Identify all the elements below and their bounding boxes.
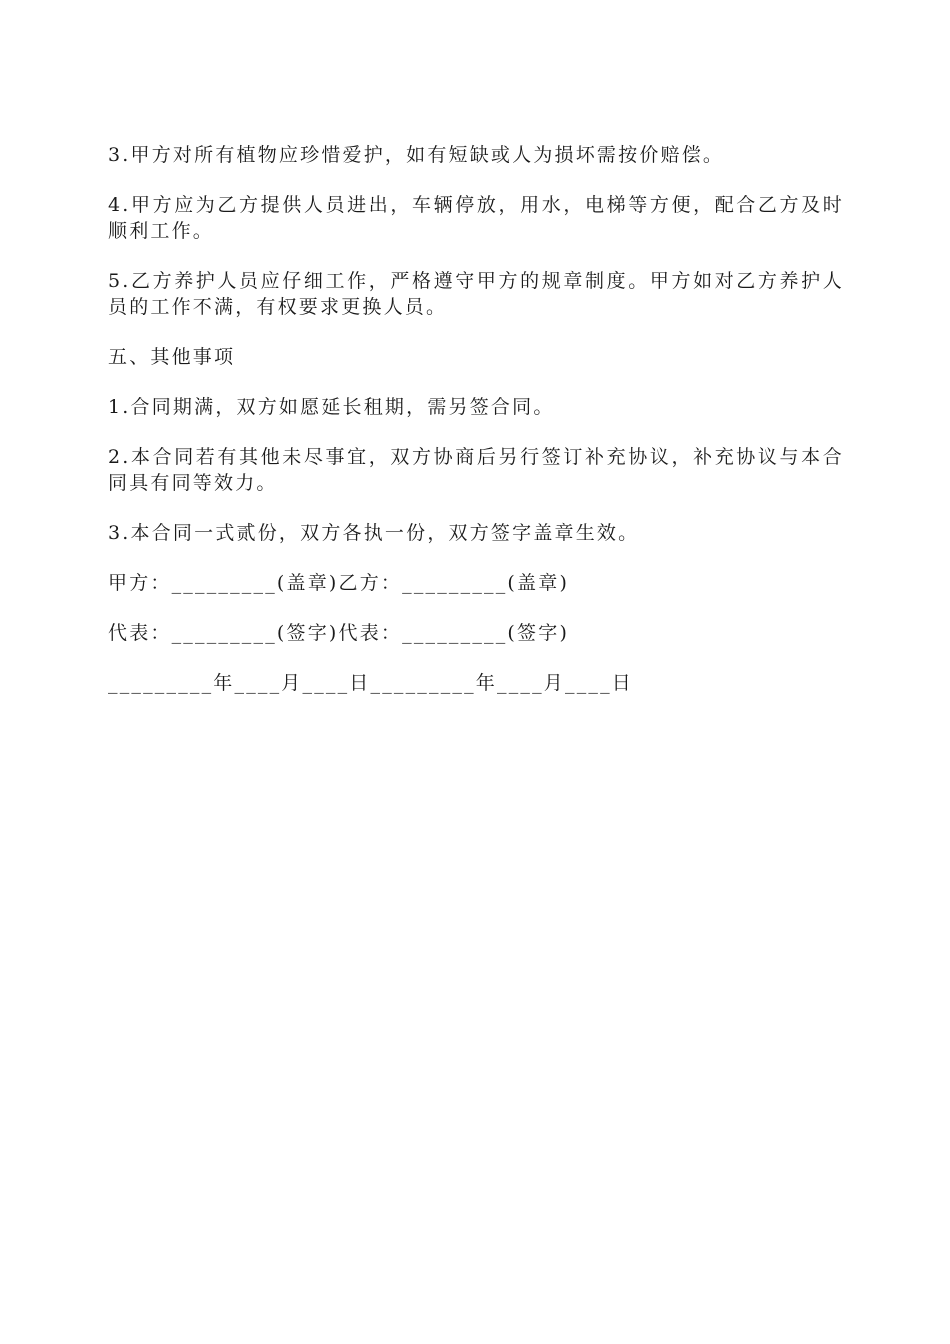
clause-4-4: 4.甲方应为乙方提供人员进出，车辆停放，用水，电梯等方便，配合乙方及时顺利工作。 <box>108 194 844 242</box>
representative-signature-line: 代表：_________(签字)代表：_________(签字) <box>108 622 570 644</box>
clause-4-5: 5.乙方养护人员应仔细工作，严格遵守甲方的规章制度。甲方如对乙方养护人员的工作不满，有权要求更换人员。 <box>108 270 844 318</box>
party-seal-line: 甲方：_________(盖章)乙方：_________(盖章) <box>108 572 570 594</box>
date-line: _________年____月____日_________年____月____日 <box>108 672 634 694</box>
clause-5-1: 1.合同期满，双方如愿延长租期，需另签合同。 <box>108 396 555 418</box>
document-body <box>108 142 844 720</box>
clause-5-2: 2.本合同若有其他未尽事宜，双方协商后另行签订补充协议，补充协议与本合同具有同等效力。 <box>108 446 844 494</box>
clause-4-3: 3.甲方对所有植物应珍惜爱护，如有短缺或人为损坏需按价赔偿。 <box>108 144 725 166</box>
section-heading-5: 五、其他事项 <box>108 346 236 368</box>
clause-5-3: 3.本合同一式贰份，双方各执一份，双方签字盖章生效。 <box>108 522 640 544</box>
